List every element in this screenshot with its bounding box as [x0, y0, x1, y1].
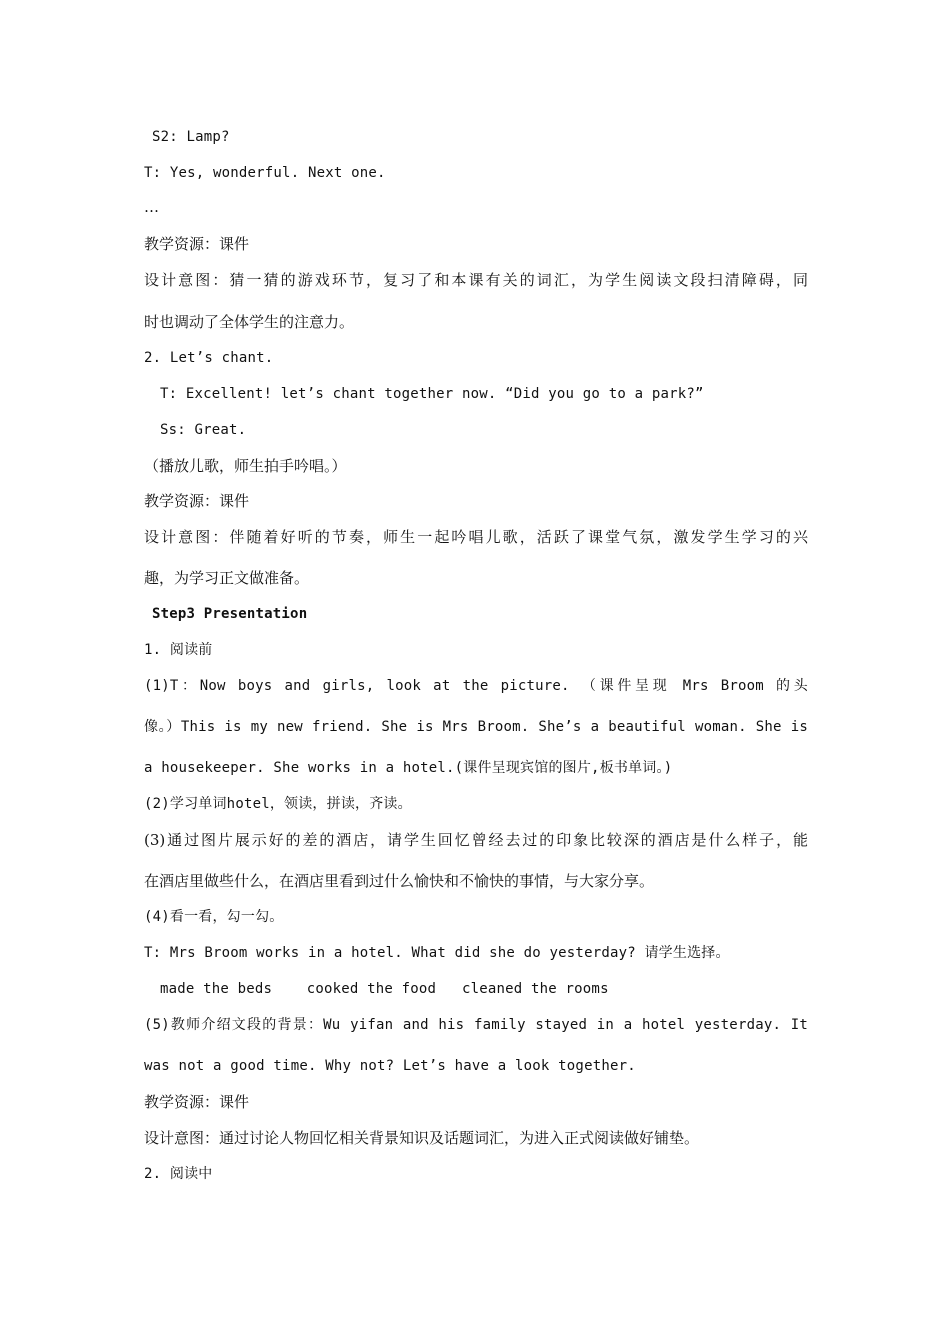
dialogue-line-teacher: T: Yes, wonderful. Next one. [144, 165, 386, 181]
list-item: (4)看一看，勾一勾。 [144, 909, 284, 925]
paragraph-line: 像。）This is my new friend. She is Mrs Broom. She’s a beautiful woman. She is [144, 719, 808, 735]
design-intent-line-continued: 时也调动了全体学生的注意力。 [144, 313, 355, 331]
list-item: (5)教师介绍文段的背景：Wu yifan and his family stayed in a hotel yesterday. It [144, 1017, 808, 1033]
design-intent-line: 设计意图：猜一猜的游戏环节，复习了和本课有关的词汇，为学生阅读文段扫清障碍，同 [144, 271, 808, 289]
list-item: (2)学习单词hotel，领读，拼读，齐读。 [144, 796, 412, 812]
subsection-heading: 2. 阅读中 [144, 1166, 213, 1182]
dialogue-line-students: Ss: Great. [160, 422, 247, 438]
resource-line: 教学资源：课件 [144, 1093, 250, 1111]
step-heading: Step3 Presentation [152, 606, 308, 622]
choice-options: made the beds cooked the food cleaned the rooms [160, 981, 609, 997]
dialogue-line-s2: S2: Lamp? [152, 129, 230, 145]
paragraph-line: (1)T：Now boys and girls, look at the picture. （课件呈现 Mrs Broom 的头 [144, 678, 808, 694]
list-item: (3)通过图片展示好的差的酒店，请学生回忆曾经去过的印象比较深的酒店是什么样子，能 [144, 831, 808, 849]
design-intent-line: 设计意图：通过讨论人物回忆相关背景知识及话题词汇，为进入正式阅读做好铺垫。 [144, 1129, 700, 1147]
dialogue-line-teacher: T: Excellent! let’s chant together now. “Did you go to a park?” [160, 386, 704, 402]
section-heading-chant: 2. Let’s chant. [144, 350, 274, 366]
resource-line: 教学资源：课件 [144, 235, 250, 253]
list-item-continued: was not a good time. Why not? Let’s have a look together. [144, 1058, 636, 1074]
design-intent-line: 设计意图：伴随着好听的节奏，师生一起吟唱儿歌，活跃了课堂气氛，激发学生学习的兴 [144, 528, 808, 546]
paragraph-line: a housekeeper. She works in a hotel.(课件呈现宾馆的图片,板书单词。) [144, 760, 673, 776]
ellipsis-line: … [144, 198, 159, 216]
stage-direction: （播放儿歌，师生拍手吟唱。） [144, 457, 347, 475]
subsection-heading: 1. 阅读前 [144, 642, 213, 658]
design-intent-line-continued: 趣，为学习正文做准备。 [144, 569, 310, 587]
dialogue-line-teacher: T: Mrs Broom works in a hotel. What did she do yesterday? 请学生选择。 [144, 945, 730, 961]
resource-line: 教学资源：课件 [144, 492, 250, 510]
list-item-continued: 在酒店里做些什么，在酒店里看到过什么愉快和不愉快的事情，与大家分享。 [144, 872, 655, 890]
